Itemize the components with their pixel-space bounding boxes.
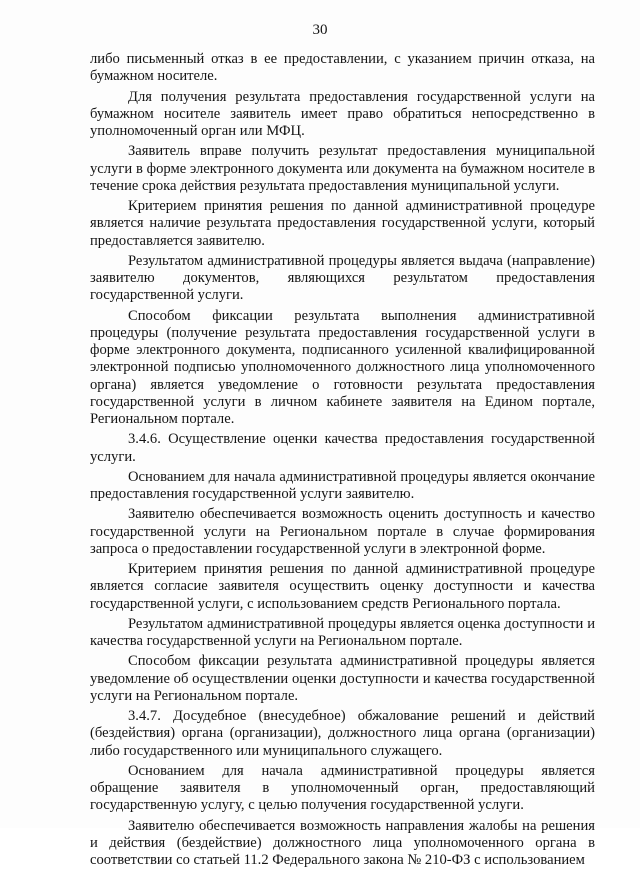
paragraph: либо письменный отказ в ее предоставлении, с указанием причин отказа, на бумажном носителе. <box>90 51 595 85</box>
paragraph: Критерием принятия решения по данной административной процедуре является согласие заявителя осуществить оценку доступности и качества государственной услуги, с использованием средств Регионального портала. <box>90 561 595 612</box>
paragraph: Способом фиксации результата административной процедуры является уведомление об осуществлении оценки доступности и качества государственной услуги на Региональном портале. <box>90 653 595 704</box>
paragraph: Результатом административной процедуры является оценка доступности и качества государственной услуги на Региональном портале. <box>90 615 595 649</box>
paragraph: Заявителю обеспечивается возможность направления жалобы на решения и действия (бездействие) должностного лица уполномоченного органа в соответствии со статьей 11.2 Федерального закона № 210-ФЗ с использованием <box>90 817 595 868</box>
paragraph: Для получения результата предоставления государственной услуги на бумажном носителе заявитель имеет право обратиться непосредственно в уполномоченный орган или МФЦ. <box>90 88 595 139</box>
page-number: 30 <box>312 22 328 38</box>
paragraph: 3.4.7. Досудебное (внесудебное) обжалование решений и действий (бездействия) органа (организации), должностного лица органа (организации) либо государственного или муниципального служащего. <box>90 708 595 759</box>
paragraph: Основанием для начала административной процедуры является окончание предоставления государственной услуги заявителю. <box>90 468 595 502</box>
paragraph: Результатом административной процедуры является выдача (направление) заявителю документов, являющихся результатом предоставления государственной услуги. <box>90 252 595 304</box>
paragraph: Заявитель вправе получить результат предоставления муниципальной услуги в форме электронного документа или документа на бумажном носителе в течение срока действия результата предоставления муниципальной услуги. <box>90 143 595 194</box>
paragraph: Способом фиксации результата выполнения административной процедуры (получение результата предоставления государственной услуги в форме электронного документа, подписанного усиленной квалифицированной электронной подписью уполномоченного должностного лица уполномоченного органа) является уведомление о готовности результата предоставления государственной услуги в личном кабинете заявителя на Едином портале, Региональном портале. <box>90 307 595 427</box>
paragraph: Критерием принятия решения по данной административной процедуре является наличие результата предоставления государственной услуги, который предоставляется заявителю. <box>90 198 595 249</box>
paragraph: Заявителю обеспечивается возможность оценить доступность и качество государственной услуги на Региональном портале в случае формирования запроса о предоставлении государственной услуги в электронной форме. <box>90 506 595 557</box>
paragraph: Основанием для начала административной процедуры является обращение заявителя в уполномоченный орган, предоставляющий государственную услугу, с целью получения государственной услуги. <box>90 762 595 814</box>
paragraph: 3.4.6. Осуществление оценки качества предоставления государственной услуги. <box>90 431 595 465</box>
document-body <box>90 51 595 872</box>
